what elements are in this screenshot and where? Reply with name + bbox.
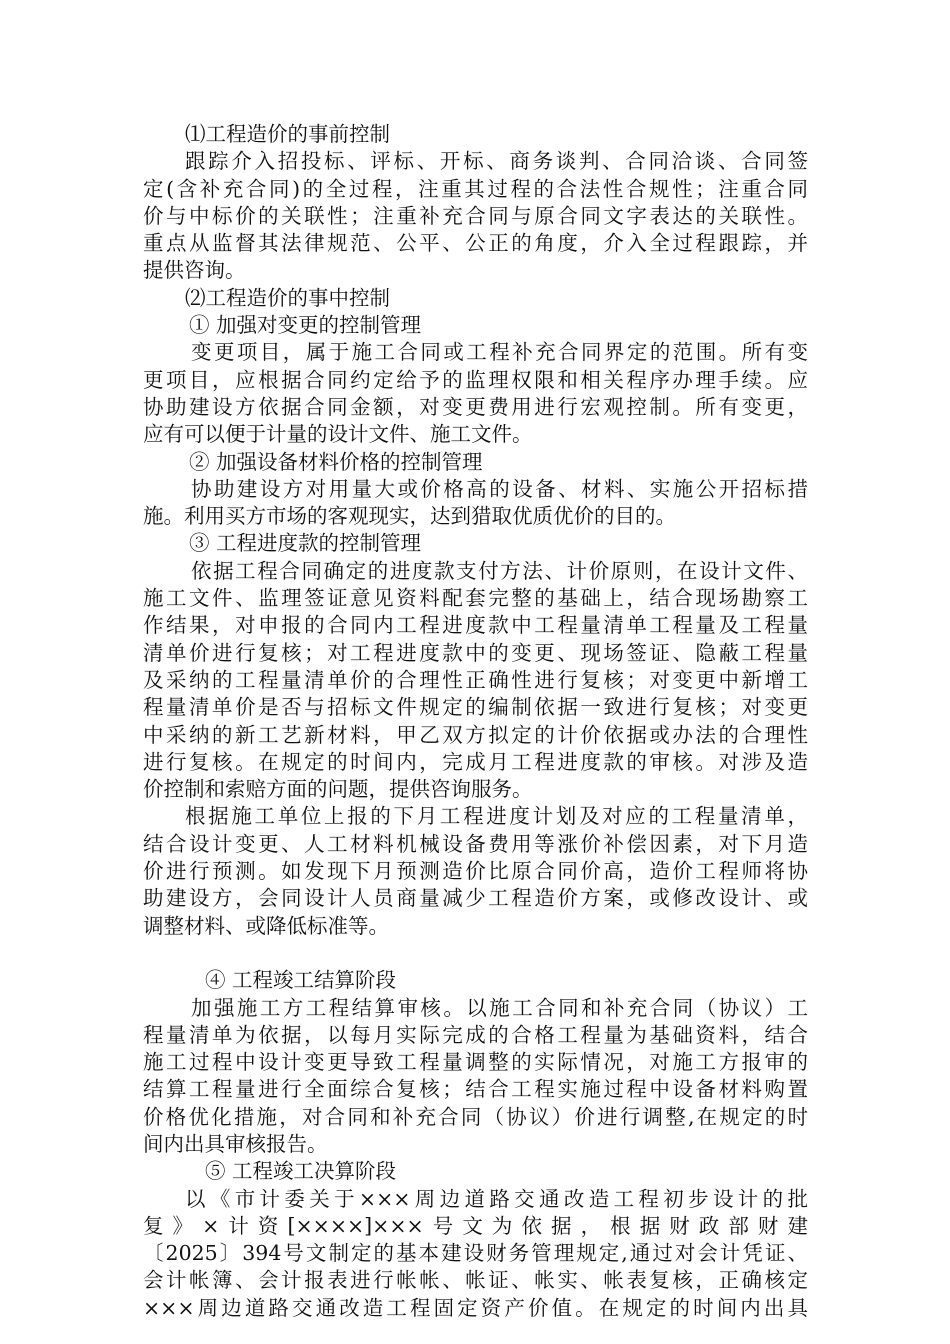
section-heading-pre-control: ⑴工程造价的事前控制 bbox=[185, 122, 390, 146]
paragraph-line: 价进行预测。如发现下月预测造价比原合同价高，造价工程师将协 bbox=[143, 859, 808, 884]
paragraph-line: 进行复核。在规定的时间内，完成月工程进度款的审核。对涉及造 bbox=[143, 749, 808, 774]
subsection-heading-final-accounts: ⑤ 工程竣工决算阶段 bbox=[205, 1159, 397, 1184]
paragraph-line: 及采纳的工程量清单价的合理性正确性进行复核；对变更中新增工 bbox=[143, 667, 808, 692]
subsection-heading-settlement: ④ 工程竣工结算阶段 bbox=[205, 968, 397, 993]
paragraph-line: 调整材料、或降低标准等。 bbox=[143, 913, 389, 938]
paragraph-change-control bbox=[143, 339, 808, 448]
paragraph-line: 施工文件、监理签证意见资料配套完整的基础上，结合现场勘察工 bbox=[143, 586, 808, 611]
paragraph-line: 作结果，对申报的合同内工程进度款中工程量清单工程量及工程量 bbox=[143, 613, 808, 638]
paragraph-line: 根据施工单位上报的下月工程进度计划及对应的工程量清单， bbox=[185, 804, 808, 829]
paragraph-line: 程量清单为依据，以每月实际完成的合格工程量为基础资料，结合 bbox=[143, 1022, 808, 1047]
paragraph-line: 助建设方，会同设计人员商量减少工程造价方案，或修改设计、或 bbox=[143, 886, 808, 911]
paragraph-line: 更项目，应根据合同约定给予的监理权限和相关程序办理手续。应 bbox=[143, 367, 808, 392]
paragraph-line: 重点从监督其法律规范、公平、公正的角度，介入全过程跟踪，并 bbox=[143, 231, 808, 256]
paragraph-line: 清单价进行复核；对工程进度款中的变更、现场签证、隐蔽工程量 bbox=[143, 640, 808, 665]
paragraph-forecast bbox=[143, 803, 808, 939]
paragraph-line: 定(含补充合同)的全过程，注重其过程的合法性合规性；注重合同 bbox=[143, 176, 808, 201]
paragraph-progress-payment bbox=[143, 558, 808, 804]
paragraph-line: 结算工程量进行全面综合复核；结合工程实施过程中设备材料购置 bbox=[143, 1077, 808, 1102]
paragraph-line: 〔2025〕394号文制定的基本建设财务管理规定,通过对会计凭证、 bbox=[143, 1241, 808, 1266]
paragraph-line: 变更项目，属于施工合同或工程补充合同界定的范围。所有变 bbox=[191, 340, 808, 365]
paragraph-line: 施。利用买方市场的客观现实，达到猎取优质优价的目的。 bbox=[143, 504, 676, 529]
paragraph-line: 以《市计委关于×××周边道路交通改造工程初步设计的批 bbox=[185, 1186, 808, 1211]
blank-line bbox=[143, 940, 808, 967]
paragraph-line: 加强施工方工程结算审核。以施工合同和补充合同（协议）工 bbox=[191, 995, 808, 1020]
paragraph-final-accounts bbox=[143, 1186, 808, 1322]
paragraph-line: 复》×计资[××××]×××号文为依据，根据财政部财建 bbox=[143, 1213, 808, 1238]
paragraph-line: ×××周边道路交通改造工程固定资产价值。在规定的时间内出具 bbox=[143, 1295, 808, 1320]
paragraph-line: 价与中标价的关联性；注重补充合同与原合同文字表达的关联性。 bbox=[143, 203, 808, 228]
paragraph-line: 间内出具审核报告。 bbox=[143, 1131, 328, 1156]
paragraph-line: 程量清单价是否与招标文件规定的编制依据一致进行复核；对变更 bbox=[143, 695, 808, 720]
paragraph-line: 中采纳的新工艺新材料，甲乙双方拟定的计价依据或办法的合理性 bbox=[143, 722, 808, 747]
paragraph-settlement bbox=[143, 995, 808, 1159]
paragraph-line: 应有可以便于计量的设计文件、施工文件。 bbox=[143, 422, 533, 447]
paragraph-line: 价格优化措施，对合同和补充合同（协议）价进行调整,在规定的时 bbox=[143, 1104, 808, 1129]
paragraph-line: 提供咨询。 bbox=[143, 258, 246, 283]
paragraph-line: 结合设计变更、人工材料机械设备费用等涨价补偿因素，对下月造 bbox=[143, 831, 808, 856]
paragraph-line: 协助建设方对用量大或价格高的设备、材料、实施公开招标措 bbox=[191, 476, 808, 501]
subsection-heading-material-price: ② 加强设备材料价格的控制管理 bbox=[189, 449, 483, 474]
paragraph-line: 价控制和索赔方面的问题，提供咨询服务。 bbox=[143, 777, 533, 802]
paragraph-line: 跟踪介入招投标、评标、开标、商务谈判、合同洽谈、合同签 bbox=[185, 149, 808, 174]
paragraph-line: 会计帐簿、会计报表进行帐帐、帐证、帐实、帐表复核，正确核定 bbox=[143, 1268, 808, 1293]
subsection-heading-change-control: ① 加强对变更的控制管理 bbox=[189, 313, 422, 338]
paragraph-material-price bbox=[143, 476, 808, 531]
paragraph-pre-control bbox=[143, 148, 808, 284]
paragraph-line: 协助建设方依据合同金额，对变更费用进行宏观控制。所有变更， bbox=[143, 394, 808, 419]
paragraph-line: 施工过程中设计变更导致工程量调整的实际情况，对施工方报审的 bbox=[143, 1050, 808, 1075]
paragraph-line: 依据工程合同确定的进度款支付方法、计价原则，在设计文件、 bbox=[191, 558, 808, 583]
section-heading-mid-control: ⑵工程造价的事中控制 bbox=[185, 285, 390, 310]
document-body bbox=[143, 121, 808, 1322]
subsection-heading-progress-payment: ③ 工程进度款的控制管理 bbox=[189, 531, 422, 556]
